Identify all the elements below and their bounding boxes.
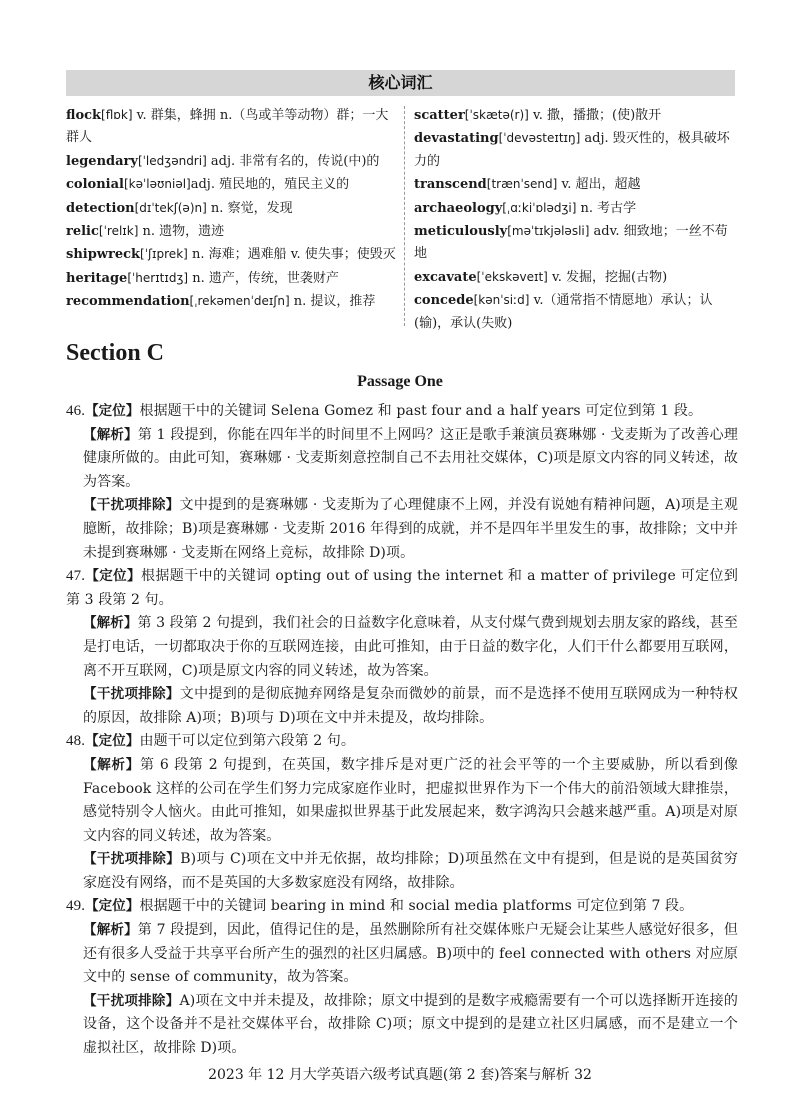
vocab-ipa: [ˈledʒəndri] [137,153,207,168]
distractor-tag: 【干扰项排除】 [83,992,180,1009]
vocab-right-column [414,104,736,335]
distractor-text: A)项在文中并未提及，故排除；原文中提到的是数字戒瘾需要有一个可以选择断开连接的设备，这个设备并不是社交媒体平台，故排除 C)项；原文中提到的是建立社区归属感，而不是建立一个虚拟社区，故排除 D)项。 [83,992,738,1057]
answer-analysis [66,400,738,1061]
vocab-word: recommendation [66,294,190,310]
vocab-def: adj. 毁灭性的，极具破坏力的 [414,131,730,169]
question-47-analysis [66,612,738,683]
vocab-ipa: [ˈdevəsteɪtɪŋ] [498,131,581,146]
vocab-ipa: [ˌrekəmenˈdeɪʃn] [189,294,290,309]
vocab-def: n. 察觉，发现 [206,200,293,216]
vocab-left-column [66,104,396,314]
vocab-word: scatter [414,108,465,123]
vocab-def: v. 群集，蜂拥 n.（鸟或羊等动物）群；一大群人 [66,108,389,146]
analysis-text: 第 3 段第 2 句提到，我们社会的日益数字化意味着，从支付煤气费到规划去朋友家的路线，甚至是打电话，一切都取决于你的互联网连接，由此可推知，由于日益的数字化，人们干什么都要用互联网，离不开互联网，C)项是原文内容的同义转述，故为答案。 [83,615,738,679]
distractor-text: 文中提到的是赛琳娜 · 戈麦斯为了心理健康不上网，并没有说她有精神问题，A)项是主观臆断，故排除；B)项是赛琳娜 · 戈麦斯 2016 年得到的成就，并不是四年半里发生的事，故排除；文中并未提到赛琳娜 · 戈麦斯在网络上竞标，故排除 D)项。 [83,497,739,561]
vocab-ipa: [məˈtɪkjələsli] [507,224,590,239]
analysis-tag: 【解析】 [83,615,138,632]
location-text: 根据题干中的关键词 opting out of using the internet 和 a matter of privilege 可定位到第 3 段第 2 句。 [66,568,738,608]
vocab-def: n. 遗产，传统，世袭财产 [188,270,339,286]
question-46-analysis [66,424,738,495]
location-text: 根据题干中的关键词 bearing in mind 和 social media platforms 可定位到第 7 段。 [139,898,694,915]
question-49-location [66,895,738,919]
vocab-entry [414,104,736,127]
vocab-ipa: [ˈskætə(r)] [464,108,529,122]
analysis-text: 第 6 段第 2 句提到，在英国，数字排斥是对更广泛的社会平等的一个主要威胁，所以看到像 Facebook 这样的公司在学生们努力完成家庭作业时，把虚拟世界作为下一个伟大的前沿领域大肆推崇，感觉特别令人恼火。由此可推知，如果虚拟世界基于此发展起来，数字鸿沟只会越来越严重。A)项是对原文内容的同义转述，故为答案。 [83,756,739,844]
location-tag: 【定位】 [85,403,140,419]
section-title: Section C [66,340,164,366]
vocab-word: meticulously [414,224,508,240]
vocab-def: adv. 细致地；一丝不苟地 [414,224,728,262]
distractor-text: 文中提到的是彻底抛弃网络是复杂而微妙的前景，而不是选择不使用互联网成为一种特权的原因，故排除 A)项；B)项与 D)项在文中并未提及，故均排除。 [83,686,738,726]
question-47-distractors [66,683,738,730]
vocab-ipa: [ˈʃɪprek] [140,247,188,262]
vocab-entry [414,220,736,266]
question-46-location [66,400,738,424]
vocab-def: v. 发掘，挖掘(古物) [547,269,668,285]
distractor-tag: 【干扰项排除】 [83,686,180,703]
vocab-ipa: [ˈherɪtɪdʒ] [127,270,189,285]
vocab-entry [66,197,396,220]
distractor-tag: 【干扰项排除】 [83,497,180,514]
question-48-analysis [66,754,738,848]
vocab-ipa: [ˌɑːkiˈɒlədʒi] [502,200,577,215]
vocab-def: adj. 殖民地的，殖民主义的 [190,177,350,193]
passage-title: Passage One [357,373,443,390]
vocab-word: detection [66,200,135,216]
vocab-def: v. 超出，超越 [557,177,641,193]
vocab-entry [66,220,396,243]
vocab-entry [414,197,736,220]
vocab-def: v.（通常指不情愿地）承认；认(输)，承认(失败) [414,293,713,331]
vocab-word: legendary [66,153,138,169]
vocab-ipa: [flɒk] [101,108,133,122]
distractor-text: B)项与 C)项在文中并无依据，故均排除；D)项虽然在文中有提到，但是说的是英国贫穷家庭没有网络，而不是英国的大多数家庭没有网络，故排除。 [83,851,738,891]
vocab-divider [404,106,405,326]
analysis-text: 第 1 段提到，你能在四年半的时间里不上网吗？这正是歌手兼演员赛琳娜 · 戈麦斯为了改善心理健康所做的。由此可知，赛琳娜 · 戈麦斯刻意控制自己不去用社交媒体，C)项是原文内容的同义转述，故为答案。 [83,426,738,490]
page-footer: 2023 年 12 月大学英语六级考试真题(第 2 套)答案与解析 32 [208,1067,592,1083]
question-47-location [66,565,738,612]
question-46-distractors [66,494,738,565]
vocab-header: 核心词汇 [66,70,735,96]
question-49-analysis [66,919,738,990]
vocab-ipa: [kəˈləʊniəl] [123,177,191,192]
vocab-def: n. 考古学 [576,200,637,216]
vocab-word: heritage [66,270,128,286]
vocab-entry [66,267,396,290]
vocab-word: shipwreck [66,247,141,263]
vocab-entry [66,290,396,313]
vocab-entry [66,150,396,173]
vocab-def: n. 遗物，遗迹 [138,224,225,240]
vocab-word: transcend [414,177,487,193]
location-tag: 【定位】 [85,898,140,915]
question-48-location [66,730,738,754]
vocab-word: archaeology [414,200,503,216]
vocab-entry [66,173,396,196]
location-text: 根据题干中的关键词 Selena Gomez 和 past four and a half years 可定位到第 1 段。 [139,403,703,419]
vocab-word: colonial [66,177,124,193]
vocab-entry [414,173,736,196]
vocab-ipa: [ˈrelɪk] [98,224,139,239]
vocab-entry [414,289,736,335]
analysis-tag: 【解析】 [83,756,140,773]
vocab-def: n. 海难；遇难船 v. 使失事；使毁灭 [187,247,396,263]
vocab-ipa: [kənˈsiːd] [473,293,530,308]
vocab-word: relic [66,224,99,240]
location-tag: 【定位】 [85,568,141,585]
vocab-def: n. 提议，推荐 [289,294,376,310]
question-48-distractors [66,848,738,895]
vocab-word: devastating [414,131,499,147]
vocab-def: v. 撒，播撒；(使)散开 [528,108,662,123]
vocab-def: adj. 非常有名的，传说(中)的 [206,153,380,169]
vocab-ipa: [ˈekskəveɪt] [476,269,548,284]
question-number: 48. [66,733,86,750]
question-number: 47. [66,568,86,585]
location-tag: 【定位】 [85,733,140,750]
vocab-word: concede [414,293,474,309]
analysis-tag: 【解析】 [83,426,138,443]
vocab-entry [66,243,396,266]
vocab-entry [414,266,736,289]
question-number: 46. [66,403,86,419]
vocab-word: excavate [414,269,477,285]
question-49-distractors [66,990,738,1061]
analysis-text: 第 7 段提到，因此，值得记住的是，虽然删除所有社交媒体账户无疑会让某些人感觉好很多，但还有很多人受益于共享平台所产生的强烈的社区归属感。B)项中的 feel connected with others 对应原文中的 sense of community，故为答案。 [83,922,738,986]
vocab-ipa: [trænˈsend] [486,177,558,192]
question-number: 49. [66,898,86,915]
vocab-entry [66,104,396,150]
location-text: 由题干可以定位到第六段第 2 句。 [139,733,355,750]
vocab-entry [414,127,736,173]
vocab-ipa: [dɪˈtekʃ(ə)n] [134,200,207,215]
analysis-tag: 【解析】 [83,922,138,939]
vocab-word: flock [66,108,102,123]
distractor-tag: 【干扰项排除】 [83,851,181,868]
